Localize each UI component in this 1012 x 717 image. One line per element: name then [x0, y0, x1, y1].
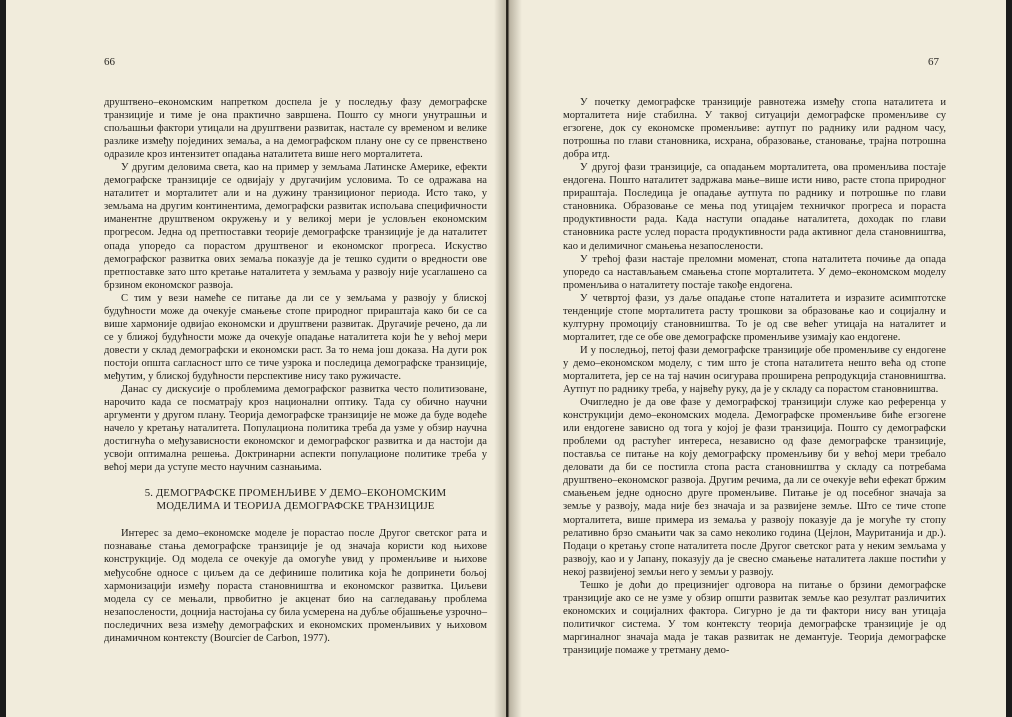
book-gutter	[494, 0, 522, 717]
page-number: 67	[928, 56, 939, 68]
paragraph: друштвено–економским напретком доспела је у последњу фазу демографске транзиције и тиме је она практично завршена. Пошто су многи унутрашњи и спољашњи фактори утицали на друштвени развитак, настале су временом и велике разлике између појединих земаља, а на демографском плану оне су се првенствено одразиле кроз интензитет опадања наталитета више него морталитета.	[104, 97, 487, 161]
section-heading: 5. ДЕМОГРАФСКЕ ПРОМЕНЉИВЕ У ДЕМО–ЕКОНОМСКИМ МОДЕЛИМА И ТЕОРИЈА ДЕМОГРАФСКЕ ТРАНЗИЦИЈЕ	[144, 487, 447, 513]
page-number: 66	[104, 56, 115, 68]
paragraph: У другој фази транзиције, са опадањем морталитета, ова променљива постаје ендогена. Пошто наталитет задржава мање–више исти ниво, расте стопа природног прираштаја. Последица је опадање аутпута по раднику и потрошње по глави становника. Образовање се мења под утицајем техничког прогреса и пораста продуктивности рада. Када наступи опадање наталитета, доходак по глави становника расте услед пораста продуктивности рада активног дела становништва, као и делимичног смањења незапослености.	[563, 162, 946, 252]
left-page	[6, 0, 506, 717]
paragraph: У трећој фази настаје преломни моменат, стопа наталитета почиње да опада упоредо са настављањем смањења стопе морталитета. У демо–економском моделу променљива о наталитету постаје такође ендогена.	[563, 253, 946, 291]
paragraph: У почетку демографске транзиције равнотежа између стопа наталитета и морталитета није стабилна. У таквој ситуацији демографске променљиве су егзогене, док су економске променљиве: аутпут по раднику или радном часу, потрошња по глави становника, исхрана, образовање, становање, трајна потрошна добра итд.	[563, 97, 946, 161]
paragraph: С тим у вези намеће се питање да ли се у земљама у развоју у блиској будућности може да очекује смањење стопе природног прираштаја како би се са више хармоније одвијао економски и друштвени развитак. Другачије речено, да ли се у ближој будућности може да очекује опадање наталитета који ће у већој мери довести у склад демографски и економски раст. За то нема још доказа. На дуги рок постоји општа сагласност што се тиче узрока и последица демографске транзиције, међутим, у блиској будућности перспективе нису тако ружичасте.	[104, 292, 487, 382]
paragraph: У четвртој фази, уз даље опадање стопе наталитета и изразите асимптотске тенденције стопе морталитета расту трошкови за образовање као и социјалну и културну промоцију становништва. То је од све већег утицаја на наталитет и морталитет, где се обе ове демографске променљиве узимају као ендогене.	[563, 292, 946, 343]
paragraph: И у последњој, петој фази демографске транзиције обе променљиве су ендогене у демо–економском моделу, с тим што је стопа наталитета нешто већа од стопе морталитета, јер се на тај начин осигурава проширена репродукција становништва. Аутпут по раднику треба, у највећу руку, да је у складу са порастом становништва.	[563, 344, 946, 396]
right-page	[508, 0, 1006, 717]
paragraph: Очигледно је да ове фазе у демографској транзицији служе као референца у конструкцији демо–економских модела. Демографске променљиве биће егзогене или ендогене зависно од тога у којој је фази транзиција. Пошто су демографски проблеми од растућег интереса, независно од фазе демографске транзиције, поставља се питање на коју демографску променљиву би у већој мери требало деловати да би се постигла стопа раста становништва у складу са потребама друштвено–економског развоја. Другим речима, да ли се очекује већи ефекат бржим смањењем једне односно друге променљиве. Питање је од посебног значаја за земље у развоју, мада није без значаја и за развијене земље. Што се тиче стопе морталитета, више примера из земаља у развоју показује да је могуће ту стопу релативно брзо смањити чак за само неколико година (Цејлон, Мауританија и др.). Подаци о кретању стопе наталитета после Другог светског рата у неким земљама у развоју, као и у Јапану, показују да је свесно смањење наталитета лакше постићи у некој развијеној земљи него у земљи у развоју.	[563, 397, 946, 578]
paragraph: Тешко је доћи до прецизнијег одговора на питање о брзини демографске транзиције ако се не узме у обзир општи развитак земље као резултат различитих економских и социјалних фактора. Сигурно је да ти фактори нису ван утицаја политичког система. У том контексту теорија демографске транзиције је од маргиналног значаја мада је такав развитак не демантује. Теорија демографске транзиције помаже у третману демо-	[563, 579, 946, 656]
paragraph: Данас су дискусије о проблемима демографског развитка често политизоване, нарочито када се посматрају кроз национални оптику. Тада су обично научни аргументи у другом плану. Теорија демографске транзиције не може да буде водеће начело у кретању наталитета. Популациона политика треба да узме у обзир научна достигнућа о међузависности економског и демографског развитка и да настоји да усвоји оптимална решења. Доктринарни аспекти популационе политике треба у већој мери да уступе место научним сазнањима.	[104, 384, 487, 474]
paragraph: Интерес за демо–економске моделе је порастао после Другог светског рата и познавање стања демографске транзиције је од значаја користи код њихове конструкције. Од модела се очекује да омогуће увид у променљиве и њихове међусобне односе с циљем да се дефинише политика која ће допринети бољој хармонизацији између пораста становништва и економског развитка. Циљеви модела су се мењали, првобитно је акценат био на сагледавању проблема незапослености, доцнија настојања су била усмерена на дубље објашњење узрочно–последичних веза између демографских и економских променљивих у њиховом динамичном контексту (Bourcier de Carbon, 1977).	[104, 528, 487, 644]
right-page-text	[563, 96, 946, 657]
left-page-text	[104, 96, 487, 645]
paragraph: У другим деловима света, као на пример у земљама Латинске Америке, ефекти демографске транзиције се одвијају у другачијим условима. То се одражава на наталитет и морталитет али и на дужину транзиционог периода. Исто тако, у земљама на другим континентима, демографски развитак испољава специфичности иманентне друштвеном окружењу и у великој мери је условљен економским прогресом. Једна од претпоставки теорије демографске транзиције је да наталитет опада упоредо са порастом друштвеног и економског прогреса. Искуство демографског развитка ових земаља показује да је тешко судити о вредности ове претпоставке зато што кретање наталитета у земљама у развоју није усаглашено са брзином економског развоја.	[104, 162, 487, 291]
